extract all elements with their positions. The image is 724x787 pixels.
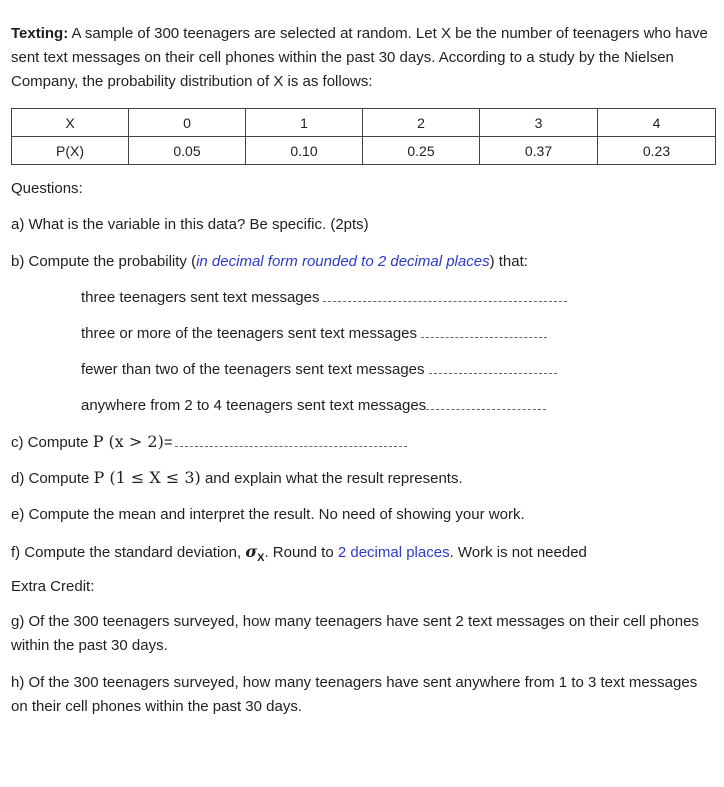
table-cell: 2	[363, 109, 480, 137]
table-cell: 0.25	[363, 137, 480, 165]
sub-item	[81, 397, 546, 414]
question-f-mid: . Round to	[264, 544, 338, 561]
question-b-emphasis: in decimal form rounded to 2 decimal places	[196, 253, 490, 270]
table-cell: 3	[480, 109, 598, 137]
question-g: g) Of the 300 teenagers surveyed, how many teenagers have sent 2 text messages on their cell phones within the past 30 days.	[11, 613, 699, 654]
question-h: h) Of the 300 teenagers surveyed, how many teenagers have sent anywhere from 1 to 3 text messages on their cell phones within the past 30 days.	[11, 674, 698, 715]
sub-item-label: fewer than two of the teenagers sent text messages	[81, 361, 425, 378]
question-f	[11, 542, 587, 564]
sub-item-label: three teenagers sent text messages	[81, 289, 320, 306]
question-d-prefix: d) Compute	[11, 470, 94, 487]
table-cell: 0.05	[129, 137, 246, 165]
table-header-x: X	[12, 109, 129, 137]
sub-item	[81, 325, 547, 342]
answer-blank[interactable]	[426, 397, 546, 410]
question-b-prefix: b) Compute the probability (	[11, 253, 197, 270]
question-b	[11, 253, 528, 270]
question-c-suffix: =	[163, 434, 173, 451]
table-cell: 4	[598, 109, 716, 137]
sub-item	[81, 361, 557, 378]
question-d-math: P (1 ≤ X ≤ 3)	[93, 468, 201, 487]
sub-item	[81, 289, 567, 306]
question-d	[11, 468, 463, 487]
table-cell: 0.10	[246, 137, 363, 165]
table-cell: 0.37	[480, 137, 598, 165]
question-c-prefix: c) Compute	[11, 434, 93, 451]
intro-paragraph	[11, 22, 711, 94]
answer-blank[interactable]	[429, 361, 557, 374]
extra-credit-heading: Extra Credit:	[11, 578, 95, 595]
question-f-prefix: f) Compute the standard deviation,	[11, 544, 246, 561]
answer-blank[interactable]	[323, 289, 567, 302]
question-c	[11, 432, 407, 451]
sub-item-label: three or more of the teenagers sent text messages	[81, 325, 418, 342]
table-row-x	[12, 109, 716, 137]
question-a: a) What is the variable in this data? Be specific. (2pts)	[11, 216, 369, 233]
question-c-math: P (x > 2)	[92, 432, 164, 451]
table-cell: 0	[129, 109, 246, 137]
probability-distribution-table	[11, 108, 716, 165]
table-header-px: P(X)	[12, 137, 129, 165]
question-b-suffix: ) that:	[489, 253, 528, 270]
table-row-px	[12, 137, 716, 165]
question-f-suffix: . Work is not needed	[449, 544, 587, 561]
answer-blank[interactable]	[421, 325, 547, 338]
intro-bold-label: Texting:	[11, 25, 69, 42]
questions-heading: Questions:	[11, 180, 83, 197]
table-cell: 1	[246, 109, 363, 137]
intro-text: A sample of 300 teenagers are selected at random. Let X be the number of teenagers who have sent text messages on their cell phones within the past 30 days. According to a study by the Nielsen Company, the probability distribution of X is as follows:	[11, 25, 708, 90]
sigma-subscript: X	[257, 552, 265, 564]
question-f-emphasis: 2 decimal places	[337, 544, 450, 561]
table-cell: 0.23	[598, 137, 716, 165]
sigma-symbol: σ	[245, 542, 258, 561]
question-e: e) Compute the mean and interpret the result. No need of showing your work.	[11, 506, 525, 523]
sub-item-label: anywhere from 2 to 4 teenagers sent text messages	[81, 397, 427, 414]
question-d-suffix: and explain what the result represents.	[200, 470, 463, 487]
answer-blank[interactable]	[175, 434, 407, 447]
